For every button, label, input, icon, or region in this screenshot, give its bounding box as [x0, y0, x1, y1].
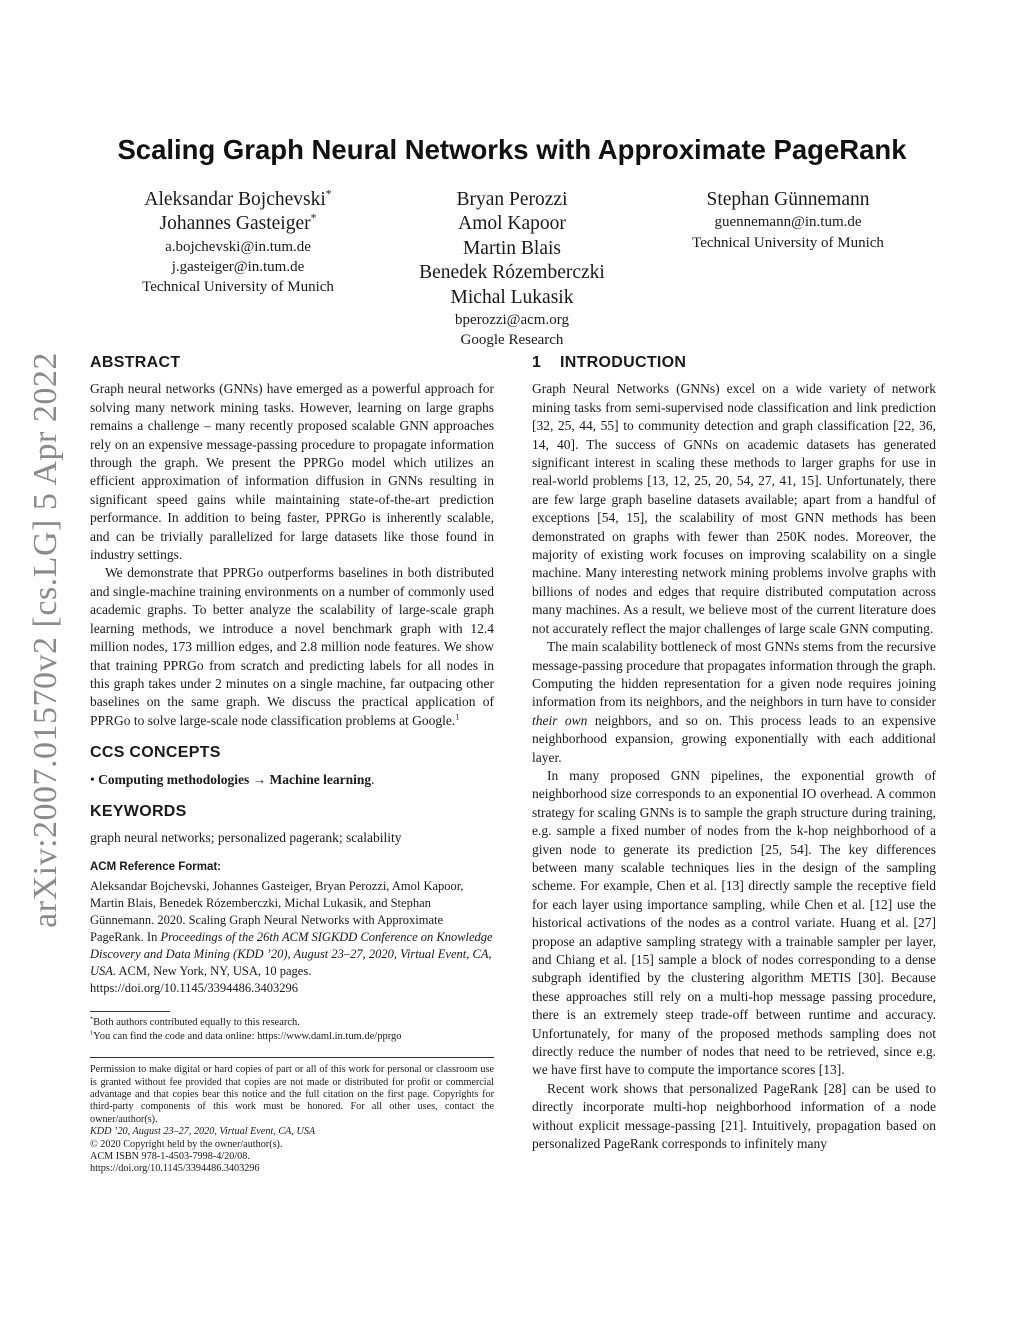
- arrow-icon: →: [252, 771, 267, 787]
- acm-reference-heading: ACM Reference Format:: [90, 860, 221, 873]
- doi-link[interactable]: https://doi.org/10.1145/3394486.3403296: [90, 1163, 260, 1175]
- equal-contribution-mark: *: [325, 187, 332, 201]
- intro-emphasis: their own: [532, 712, 588, 728]
- right-column: [532, 354, 936, 1153]
- author-group-google: [402, 188, 622, 350]
- author-name: Amol Kapoor: [458, 213, 566, 235]
- author-name: Michal Lukasik: [450, 286, 574, 308]
- intro-paragraph: In many proposed GNN pipelines, the exponential growth of neighborhood size corresponds to an exponential IO overhead. A common strategy for scaling GNNs is to sample the graph structure during training, e.g. sample a fixed number of nodes from the k-hop neighborhood of a given node to generate its prediction [25, 54]. The key differences between many scalable techniques lies in the design of the sampling scheme. For example, Chen et al. [13] directly sample the receptive field for each layer using importance sampling, while Chen et al. [12] use the historical activations of the nodes as a control variate. Huang et al. [27] propose an adaptive sampling strategy with a trainable sampler per layer, and Chiang et al. [15] sample a block of nodes corresponding to a dense subgraph identified by the clustering algorithm METIS [30]. Because these approaches still rely on a multi-hop message passing procedure, there is an extremely steep trade-off between runtime and accuracy. Unfortunately, for many of the proposed methods sampling does not directly reduce the number of nodes that need to be retrieved, since e.g. we have first have to compute the importance scores [13].: [532, 767, 936, 1078]
- abstract-paragraph: [90, 564, 494, 730]
- acm-reference-venue: Proceedings of the 26th ACM SIGKDD Conference on Knowledge Discovery and Data Mining (KDD ’20), August 23–27, 2020, Virtual Event, CA, USA.: [90, 930, 493, 979]
- intro-paragraph: Recent work shows that personalized PageRank [28] can be used to directly incorporate multi-hop neighborhood information of a node without explicit message-passing [21]. Intuitively, propagation based on personalized PageRank corresponds to infinitely many: [532, 1080, 936, 1152]
- author-email[interactable]: guennemann@in.tum.de: [714, 214, 862, 231]
- abstract-paragraph: Graph neural networks (GNNs) have emerged as a powerful approach for solving many network mining tasks. However, learning on large graphs remains a challenge – many recently proposed scalable GNN approaches rely on an expensive message-passing procedure to propagate information through the graph. We present the PPRGo model which utilizes an efficient approximation of information diffusion in GNNs resulting in significant speed gains while maintaining state-of-the-art prediction performance. In addition to being faster, PPRGo is inherently scalable, and can be trivially parallelized for large datasets like those found in industry settings.: [90, 381, 494, 563]
- author-name: Aleksandar Bojchevski: [144, 189, 326, 210]
- conference-venue: KDD ’20, August 23–27, 2020, Virtual Event, CA, USA: [90, 1126, 316, 1138]
- footnote-text[interactable]: You can find the code and data online: https://www.daml.in.tum.de/pprgo: [93, 1030, 402, 1042]
- ccs-concept-sub: Machine learning: [269, 771, 372, 787]
- abstract-heading: ABSTRACT: [90, 354, 181, 371]
- author-affiliation: Technical University of Munich: [692, 234, 884, 251]
- copyright-notice: © 2020 Copyright held by the owner/author(s).: [90, 1138, 283, 1150]
- author-name: Bryan Perozzi: [456, 189, 568, 210]
- paper-title: Scaling Graph Neural Networks with Approximate PageRank: [117, 134, 907, 165]
- acm-reference-authors: Aleksandar Bojchevski, Johannes Gasteiger, Bryan Perozzi, Amol Kapoor, Martin Blais, Benedek Rózemberczki, Michal Lukasik, and Stephan Günnemann. 2020. Scaling Graph Neural Networks with Approximate PageRank. In: [90, 879, 464, 945]
- author-group-tum: [118, 188, 358, 298]
- period: .: [371, 771, 375, 787]
- footnote-mark: *: [90, 1015, 94, 1023]
- author-email[interactable]: j.gasteiger@in.tum.de: [171, 259, 305, 275]
- ccs-heading: CCS CONCEPTS: [90, 744, 221, 762]
- footnote-mark: 1: [455, 712, 460, 722]
- footnote-mark: 1: [90, 1029, 94, 1037]
- ccs-concept-main: Computing methodologies: [98, 771, 250, 787]
- intro-paragraph: [532, 638, 936, 767]
- section-number: 1: [532, 354, 542, 371]
- author-affiliation: Technical University of Munich: [142, 279, 334, 296]
- keywords-heading: KEYWORDS: [90, 802, 187, 820]
- author-group-tum-2: [668, 188, 908, 253]
- permission-notice: Permission to make digital or hard copies of part or all of this work for personal or classroom use is granted without fee provided that copies are not made or distributed for profit or commercial advantage and that copies bear this notice and the full citation on the first page. Copyrights for third-party components of this work must be honored. For all other uses, contact the owner/author(s).: [90, 1064, 494, 1125]
- introduction-heading: [532, 354, 936, 372]
- author-name: Benedek Rózemberczki: [419, 262, 605, 284]
- footnote: [90, 1016, 494, 1030]
- author-email[interactable]: a.bojchevski@in.tum.de: [165, 238, 311, 255]
- keywords-text: graph neural networks; personalized pagerank; scalability: [90, 830, 402, 846]
- acm-reference-doi[interactable]: ACM, New York, NY, USA, 10 pages. https://doi.org/10.1145/3394486.3403296: [90, 964, 312, 996]
- equal-contribution-mark: *: [310, 211, 317, 225]
- acm-reference-text: [90, 878, 494, 997]
- isbn: ACM ISBN 978-1-4503-7998-4/20/08.: [90, 1151, 250, 1162]
- footnote-divider: [90, 1011, 170, 1012]
- footnote: [90, 1030, 494, 1044]
- intro-text: The main scalability bottleneck of most GNNs stems from the recursive message-passing procedure that propagates information through the graph. Computing the hidden representation for a given node requires joining information from its neighbors, and the neighbors in turn have to consider: [532, 639, 936, 710]
- bullet: •: [90, 771, 95, 787]
- permission-divider: [90, 1057, 494, 1058]
- author-email[interactable]: bperozzi@acm.org: [455, 311, 569, 328]
- ccs-concept: [90, 771, 494, 789]
- intro-text: neighbors, and so on. This process leads to an expensive neighborhood expansion, growing exponentially with each additional layer.: [532, 712, 936, 765]
- author-name: Stephan Günnemann: [706, 189, 870, 210]
- author-name: Johannes Gasteiger: [159, 213, 311, 235]
- section-title: INTRODUCTION: [560, 354, 687, 371]
- author-affiliation: Google Research: [460, 332, 564, 349]
- arxiv-identifier: arXiv:2007.01570v2 [cs.LG] 5 Apr 2022: [27, 352, 64, 928]
- footnote-text: Both authors contributed equally to this research.: [93, 1017, 300, 1029]
- abstract-paragraph-text: We demonstrate that PPRGo outperforms baselines in both distributed and single-machine training environments on a number of commonly used academic graphs. To better analyze the scalability of large-scale graph learning methods, we introduce a novel benchmark graph with 12.4 million nodes, 173 million edges, and 2.8 million node features. We show that training PPRGo from scratch and predicting labels for all nodes in this graph takes under 2 minutes on a single machine, far outpacing other baselines on the same graph. We discuss the practical application of PPRGo to solve large-scale node classification problems at Google.: [90, 565, 494, 728]
- left-column: [90, 354, 494, 1176]
- intro-paragraph: Graph Neural Networks (GNNs) excel on a wide variety of network mining tasks from semi-supervised node classification and link prediction [32, 25, 44, 55] to community detection and graph classification [22, 36, 14, 40]. The success of GNNs on academic datasets has generated significant interest in scaling these methods to larger graphs for use in real-world problems [13, 12, 25, 20, 54, 27, 41, 15]. Unfortunately, there are few large graph baseline datasets available; apart from a handful of exceptions [54, 15], the scalability of most GNN methods has been demonstrated on graphs with fewer than 250K nodes. Moreover, the majority of existing work focuses on improving scalability on a single machine. Many interesting network mining problems involve graphs with billions of nodes and edges that require distributed computation across many machines. As a result, we believe most of the current literature does not accurately reflect the major challenges of large scale GNN computing.: [532, 381, 936, 636]
- author-name: Martin Blais: [462, 237, 562, 259]
